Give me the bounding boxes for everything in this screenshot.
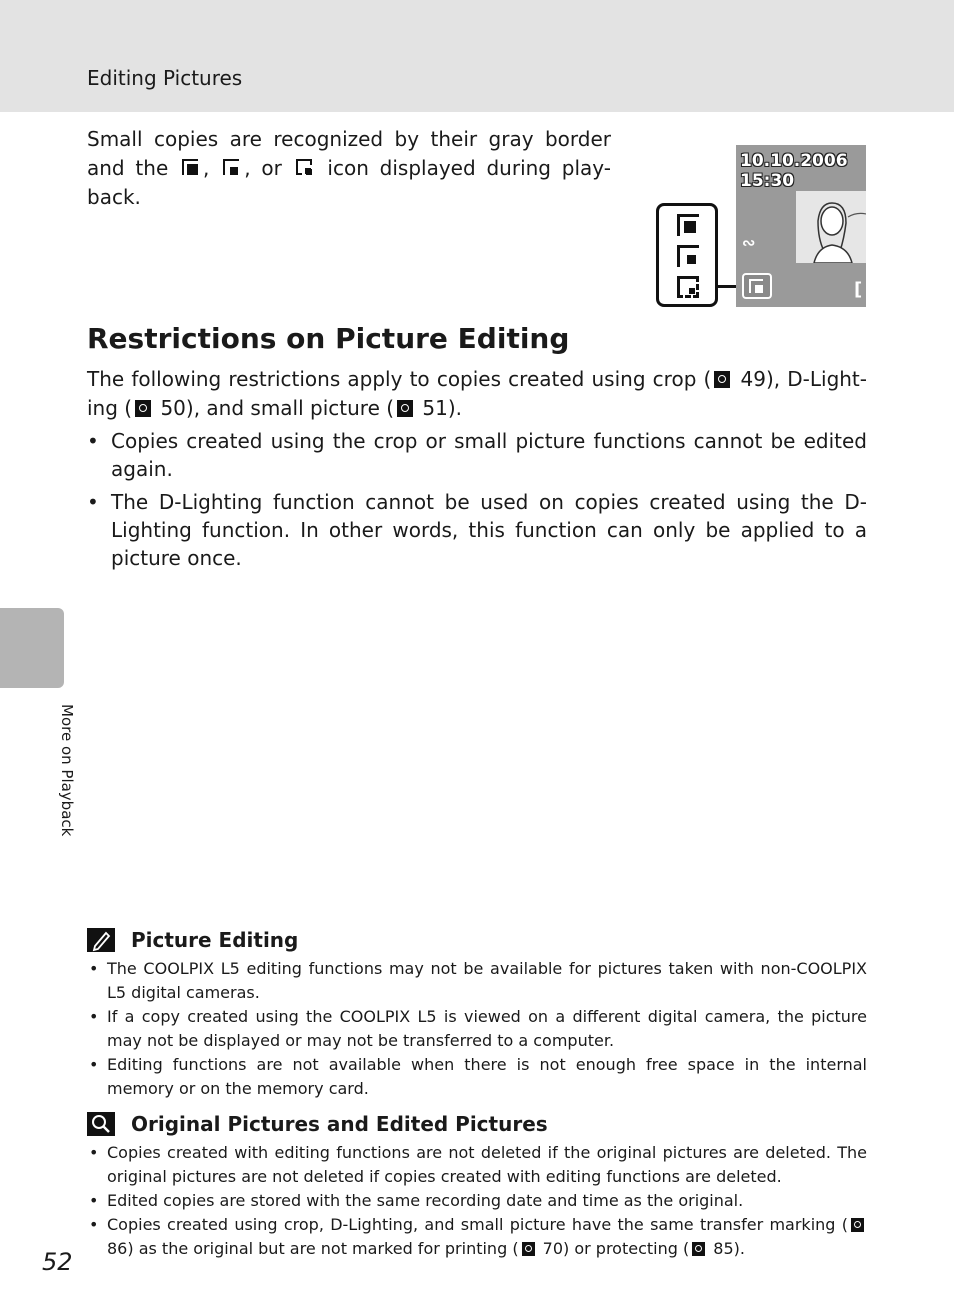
chapter-tab — [0, 608, 64, 688]
restrictions-list — [87, 427, 867, 575]
chapter-tab-label: More on Playback — [58, 704, 76, 837]
magnifier-note-icon — [87, 1112, 115, 1136]
section-heading: Restrictions on Picture Editing — [87, 322, 570, 355]
callout-pointer — [716, 285, 738, 288]
battery-bracket-icon: [ — [854, 279, 863, 300]
pencil-note-icon — [87, 928, 115, 952]
list-item: • Editing functions are not available when there is not enough free space in the internal memory or on the memory card. — [87, 1053, 867, 1101]
page-reference-icon — [692, 1242, 705, 1256]
camera-monitor — [736, 145, 866, 307]
camera-date: 10.10.2006 — [740, 151, 848, 171]
page-reference-icon — [397, 400, 413, 417]
wave-icon: ∾ — [742, 233, 756, 252]
list-item-text: Copies created using crop, D-Lighting, and small picture have the same transfer marking ( — [107, 1215, 848, 1234]
page-reference-icon — [522, 1242, 535, 1256]
small-picture-indicator-icon — [742, 273, 772, 299]
list-item: • The D-Lighting function cannot be used on copies created using the D-Lighting function. In other words, this function can only be applied to a picture once. — [87, 488, 867, 572]
restrictions-text: 51). — [416, 396, 463, 420]
intro-paragraph — [87, 125, 611, 212]
note-title: Original Pictures and Edited Pictures — [131, 1112, 548, 1136]
small-picture-160-icon — [295, 158, 315, 178]
intro-separator: , or — [244, 156, 293, 180]
list-item: • Copies created with editing functions are not deleted if the original pictures are deleted. The original pictures are not deleted if copies created with editing functions are deleted. — [87, 1141, 867, 1189]
intro-text: icon displayed during play-back. — [87, 156, 611, 209]
small-picture-320-icon — [222, 158, 242, 178]
note-heading — [87, 1112, 548, 1136]
small-picture-640-icon — [181, 158, 201, 178]
icon-callout — [656, 203, 718, 307]
list-item-text: 85). — [708, 1239, 745, 1258]
section-title: Editing Pictures — [87, 66, 243, 90]
camera-time: 15:30 — [740, 171, 795, 191]
list-item: • Edited copies are stored with the same recording date and time as the original. — [87, 1189, 867, 1213]
intro-separator: , — [203, 156, 221, 180]
camera-date-time — [740, 151, 848, 191]
note-editing-list — [87, 957, 867, 1101]
page-reference-icon — [135, 400, 151, 417]
list-item — [87, 1213, 867, 1261]
note-heading — [87, 928, 298, 952]
playback-photo — [796, 191, 866, 263]
small-picture-160-icon — [677, 276, 701, 300]
restrictions-text: 49), D-Light-ing ( — [87, 367, 867, 420]
page-number: 52 — [42, 1248, 73, 1276]
restrictions-text: 50), and small picture ( — [154, 396, 395, 420]
note-original-list — [87, 1141, 867, 1261]
list-item-text: 70) or protecting ( — [537, 1239, 690, 1258]
restrictions-intro — [87, 365, 867, 423]
intro-text: Small copies are recognized by their gray border and the — [87, 127, 611, 180]
small-picture-640-icon — [677, 214, 701, 238]
list-item-text: 86) as the original but are not marked for printing ( — [107, 1239, 519, 1258]
page-header — [0, 0, 954, 112]
page-reference-icon — [851, 1218, 864, 1232]
page-reference-icon — [714, 371, 730, 388]
note-title: Picture Editing — [131, 928, 299, 952]
portrait-illustration — [796, 191, 866, 263]
list-item: • The COOLPIX L5 editing functions may not be available for pictures taken with non-COOLPIX L5 digital cameras. — [87, 957, 867, 1005]
small-picture-320-icon — [677, 245, 701, 269]
restrictions-text: The following restrictions apply to copies created using crop ( — [87, 367, 712, 391]
list-item: • If a copy created using the COOLPIX L5 is viewed on a different digital camera, the picture may not be displayed or may not be transferred to a computer. — [87, 1005, 867, 1053]
list-item: • Copies created using the crop or small picture functions cannot be edited again. — [87, 427, 867, 483]
